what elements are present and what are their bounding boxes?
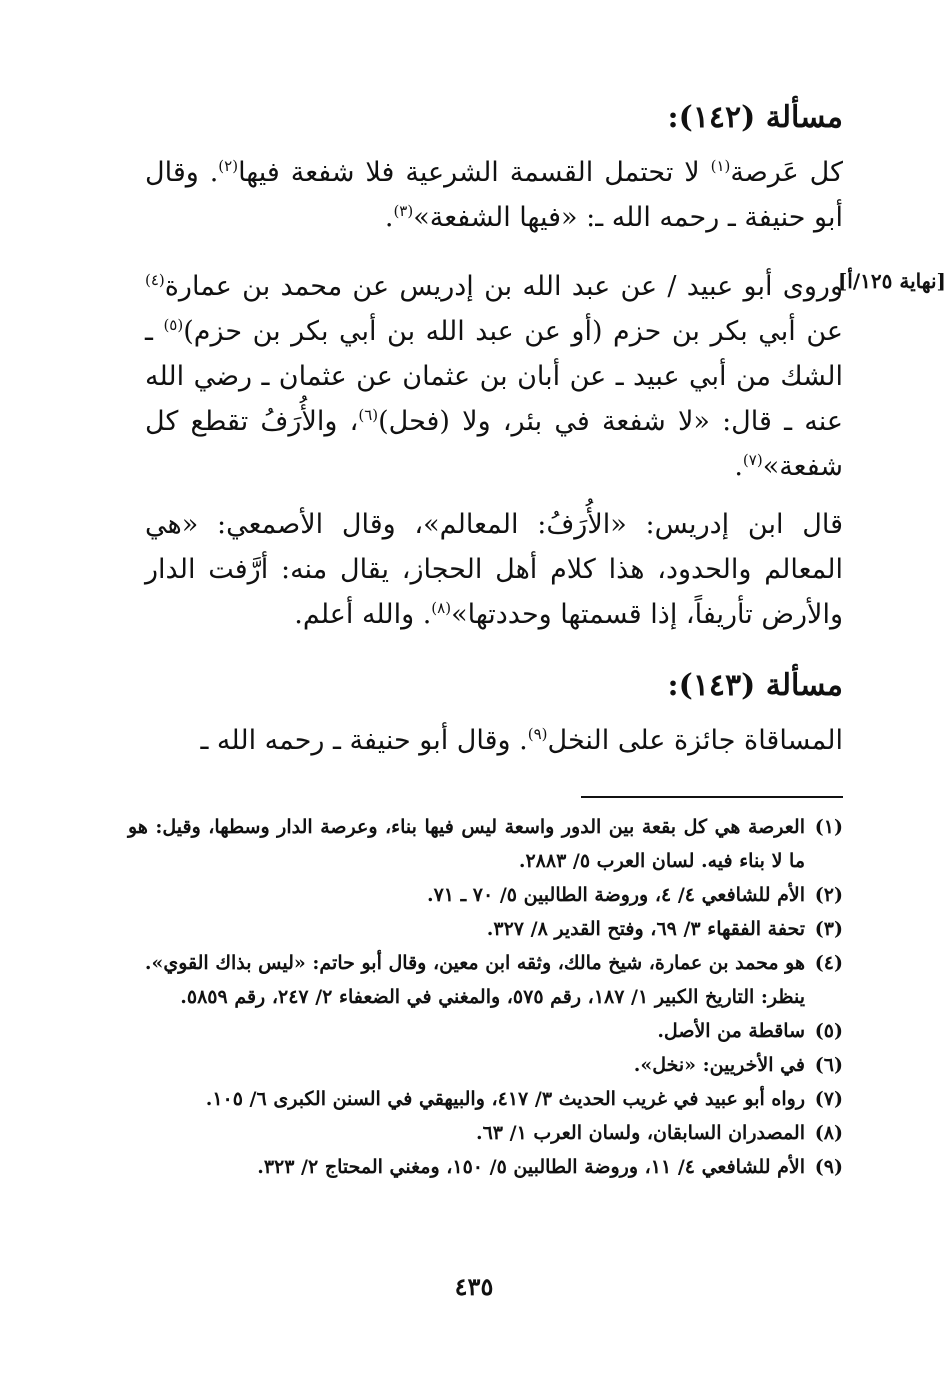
footnote-ref[interactable]: (٤): [145, 271, 165, 289]
footnote-2: [128, 878, 843, 912]
footnote-ref[interactable]: (٦): [358, 406, 379, 424]
footnote-text: الأم للشافعي ٤/ ١١، وروضة الطالبين ٥/ ١٥٠، ومغني المحتاج ٢/ ٣٢٣.: [257, 1156, 805, 1178]
footnote-ref[interactable]: (٢): [218, 157, 239, 175]
footnote-text: الأم للشافعي ٤/ ٤، وروضة الطالبين ٥/ ٧٠ ـ ٧١.: [426, 884, 805, 906]
footnote-6: [128, 1048, 843, 1082]
footnote-number: (٦): [814, 1054, 843, 1076]
manuscript-margin-note: [نهاية ١٢٥/أ]: [837, 269, 946, 293]
text-run: .: [734, 451, 743, 482]
masala-142-heading: مسألة (١٤٢):: [667, 100, 843, 135]
footnote-ref[interactable]: (٨): [431, 599, 452, 617]
footnote-4: [128, 946, 843, 1014]
text-run: . والله أعلم.: [294, 599, 432, 630]
text-run: . وقال أبو حنيفة ـ رحمه الله ـ: «فيها الشفعة»: [145, 157, 843, 233]
footnote-number: (٣): [814, 918, 843, 940]
footnote-ref[interactable]: (١): [710, 157, 731, 175]
footnote-5: [128, 1014, 843, 1048]
footnote-number: (٥): [814, 1020, 843, 1042]
text-run: كل عَرصة: [730, 157, 843, 188]
text-run: المساقاة جائزة على النخل: [547, 725, 843, 756]
footnote-text: المصدران السابقان، ولسان العرب ١/ ٦٣.: [475, 1122, 805, 1144]
footnote-text: في الأخريين: «نخل».: [633, 1054, 805, 1076]
masala-142-paragraph-3: [145, 502, 843, 637]
footnote-number: (٤): [814, 952, 843, 974]
footnote-number: (٢): [814, 884, 843, 906]
footnote-separator: [581, 796, 843, 798]
masala-142-paragraph-1: [145, 150, 843, 240]
text-run: قال ابن إدريس: «الأُرَفُ: المعالم»، وقال الأصمعي: «هي المعالم والحدود، هذا كلام أهل الحجاز، يقال منه: أرَّفت الدار والأرض تأريفاً، إذا قسمتها وحددتها»: [145, 509, 843, 630]
footnote-ref[interactable]: (٩): [527, 725, 548, 743]
footnote-3: [128, 912, 843, 946]
footnote-text: العرصة هي كل بقعة بين الدور واسعة ليس فيها بناء، وعرصة الدار وسطها، وقيل: هو ما لا بناء فيه. لسان العرب ٥/ ٢٨٨٣.: [128, 816, 805, 872]
footnotes: [128, 810, 843, 1184]
page-number: ٤٣٥: [454, 1272, 494, 1301]
masala-142-paragraph-2: [145, 264, 843, 489]
footnote-number: (١): [814, 816, 843, 838]
footnote-ref[interactable]: (٥): [163, 316, 184, 334]
footnote-number: (٩): [814, 1156, 843, 1178]
text-run: . وقال أبو حنيفة ـ رحمه الله ـ: [200, 725, 528, 756]
footnote-ref[interactable]: (٧): [742, 451, 763, 469]
footnote-number: (٨): [814, 1122, 843, 1144]
text-run: ، والأُرَفُ تقطع كل شفعة»: [145, 406, 843, 482]
masala-143-paragraph-1: [145, 718, 843, 763]
footnote-ref[interactable]: (٣): [393, 202, 414, 220]
footnote-text: ساقطة من الأصل.: [657, 1020, 805, 1042]
footnote-text: ينظر: التاريخ الكبير ١/ ١٨٧، رقم ٥٧٥، والمغني في الضعفاء ٢/ ٢٤٧، رقم ٥٨٥٩.: [180, 986, 805, 1008]
text-run: .: [384, 202, 394, 233]
text-run: عن أبي بكر بن حزم (أو عن عبد الله بن أبي بكر بن حزم): [183, 316, 843, 347]
masala-143-heading: مسألة (١٤٣):: [667, 668, 843, 703]
footnote-8: [128, 1116, 843, 1150]
footnote-text: تحفة الفقهاء ٣/ ٦٩، وفتح القدير ٨/ ٣٢٧.: [486, 918, 805, 940]
text-run: ـ الشك من أبي عبيد ـ عن أبان بن عثمان عن عثمان ـ رضي الله عنه ـ قال: «لا شفعة في بئر، ولا (فحل): [145, 316, 844, 437]
footnote-1: [128, 810, 843, 878]
text-run: لا تحتمل القسمة الشرعية فلا شفعة فيها: [238, 157, 711, 188]
footnote-9: [128, 1150, 843, 1184]
text-run: وروى أبو عبيد / عن عبد الله بن إدريس عن محمد بن عمارة: [164, 271, 843, 302]
footnote-7: [128, 1082, 843, 1116]
footnote-text: رواه أبو عبيد في غريب الحديث ٣/ ٤١٧، والبيهقي في السنن الكبرى ٦/ ١٠٥.: [205, 1088, 805, 1110]
footnote-number: (٧): [814, 1088, 843, 1110]
footnote-text: هو محمد بن عمارة، شيخ مالك، وثقه ابن معين، وقال أبو حاتم: «ليس بذاك القوي».: [144, 952, 805, 974]
